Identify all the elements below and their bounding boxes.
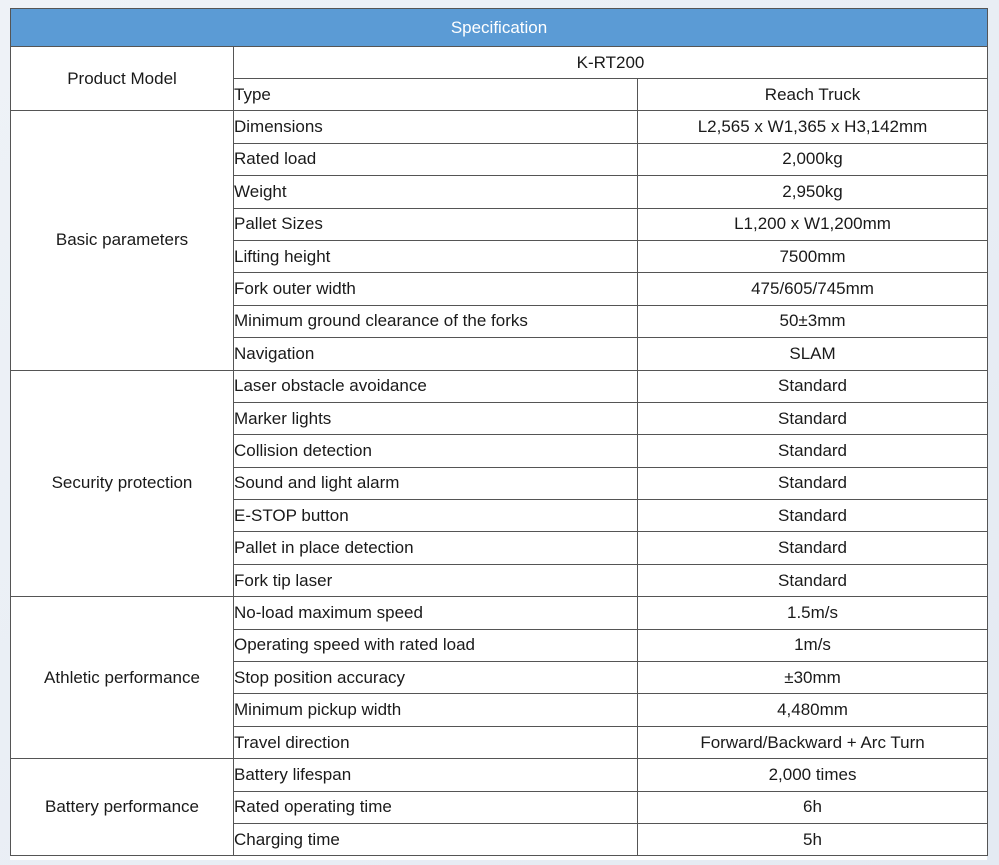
param-label: Rated operating time [234, 791, 638, 823]
group-label: Battery performance [11, 759, 234, 856]
param-label: Weight [234, 176, 638, 208]
param-value: ±30mm [638, 662, 988, 694]
param-value: 1.5m/s [638, 597, 988, 629]
param-label: Sound and light alarm [234, 467, 638, 499]
table-body [11, 47, 988, 856]
spec-table [10, 8, 988, 856]
param-value: 1m/s [638, 629, 988, 661]
param-value: 2,000 times [638, 759, 988, 791]
param-label: Charging time [234, 823, 638, 855]
param-label: Navigation [234, 338, 638, 370]
param-value: L2,565 x W1,365 x H3,142mm [638, 111, 988, 143]
param-value: Forward/Backward + Arc Turn [638, 726, 988, 758]
param-label: Dimensions [234, 111, 638, 143]
param-value: 6h [638, 791, 988, 823]
spec-sheet [10, 8, 987, 860]
param-label: Fork outer width [234, 273, 638, 305]
table-row [11, 759, 988, 791]
param-label: No-load maximum speed [234, 597, 638, 629]
param-value: Standard [638, 435, 988, 467]
param-value: 7500mm [638, 240, 988, 272]
group-label: Basic parameters [11, 111, 234, 370]
param-label: Collision detection [234, 435, 638, 467]
group-label: Security protection [11, 370, 234, 597]
param-label: Rated load [234, 143, 638, 175]
param-label: Lifting height [234, 240, 638, 272]
product-model-value: K-RT200 [234, 47, 988, 79]
param-label: E-STOP button [234, 500, 638, 532]
product-model-label: Product Model [11, 47, 234, 111]
param-value: Standard [638, 402, 988, 434]
param-label: Stop position accuracy [234, 662, 638, 694]
param-value: Standard [638, 370, 988, 402]
type-label: Type [234, 79, 638, 111]
table-row [11, 597, 988, 629]
table-title: Specification [11, 9, 988, 47]
param-label: Laser obstacle avoidance [234, 370, 638, 402]
param-label: Pallet Sizes [234, 208, 638, 240]
param-value: 4,480mm [638, 694, 988, 726]
param-value: Standard [638, 467, 988, 499]
param-value: L1,200 x W1,200mm [638, 208, 988, 240]
param-value: Standard [638, 532, 988, 564]
param-label: Minimum pickup width [234, 694, 638, 726]
param-value: 2,000kg [638, 143, 988, 175]
param-label: Marker lights [234, 402, 638, 434]
param-value: 50±3mm [638, 305, 988, 337]
table-header-row [11, 9, 988, 47]
param-label: Minimum ground clearance of the forks [234, 305, 638, 337]
param-label: Fork tip laser [234, 564, 638, 596]
param-value: 2,950kg [638, 176, 988, 208]
param-label: Travel direction [234, 726, 638, 758]
product-model-row [11, 47, 988, 79]
param-label: Battery lifespan [234, 759, 638, 791]
group-label: Athletic performance [11, 597, 234, 759]
type-value: Reach Truck [638, 79, 988, 111]
param-value: Standard [638, 564, 988, 596]
param-value: Standard [638, 500, 988, 532]
param-value: 5h [638, 823, 988, 855]
table-row [11, 370, 988, 402]
param-label: Operating speed with rated load [234, 629, 638, 661]
table-row [11, 111, 988, 143]
param-value: 475/605/745mm [638, 273, 988, 305]
param-value: SLAM [638, 338, 988, 370]
param-label: Pallet in place detection [234, 532, 638, 564]
